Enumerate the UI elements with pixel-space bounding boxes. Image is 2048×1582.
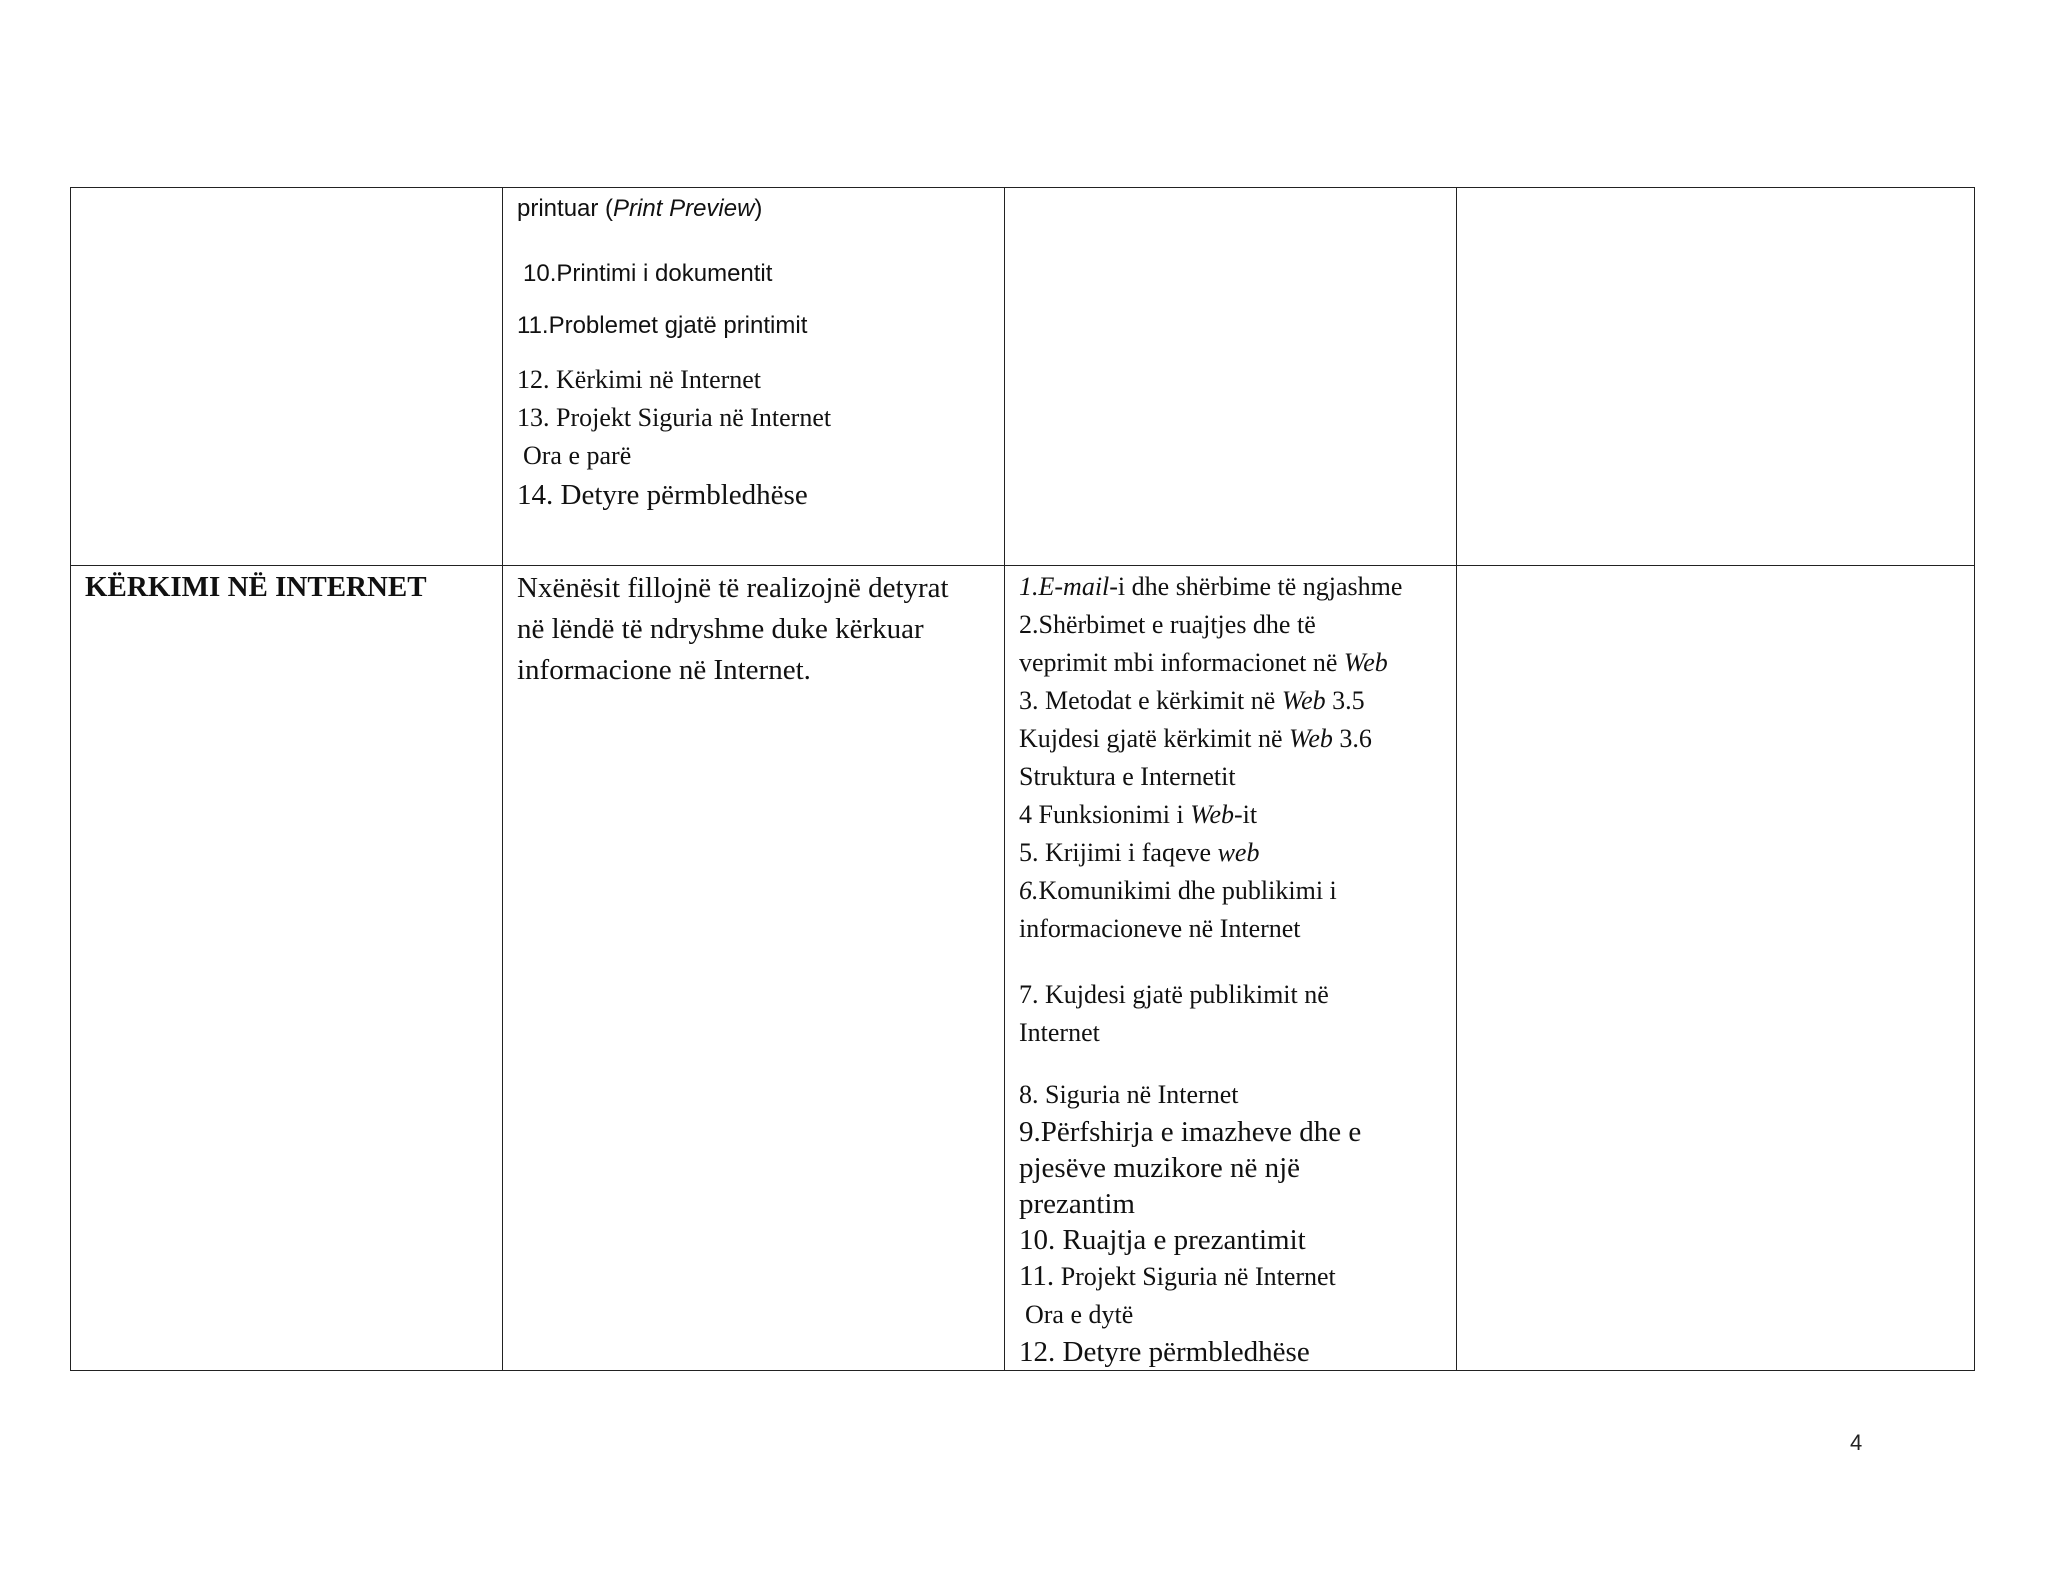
topic-line: Internet (1019, 1018, 1100, 1047)
topic-line: 2.Shërbimet e ruajtjes dhe të (1019, 610, 1316, 639)
topic-line: 9.Përfshirja e imazheve dhe e (1019, 1116, 1362, 1148)
topic-line: 8. Siguria në Internet (1019, 1080, 1239, 1109)
topic-line: Ora e dytë (1025, 1300, 1134, 1329)
table-cell-empty (71, 188, 503, 566)
topic-line: informacioneve në Internet (1019, 914, 1301, 943)
table-row (71, 566, 1975, 1371)
topic-line: Struktura e Internetit (1019, 762, 1236, 791)
table-cell-title (71, 566, 503, 1371)
topic-line: 5. Krijimi i faqeve web (1019, 838, 1260, 867)
topic-line: 10. Ruajtja e prezantimit (1019, 1224, 1306, 1256)
table-row (71, 188, 1975, 566)
lesson-line: 11.Problemet gjatë printimit (517, 312, 808, 339)
section-title: KËRKIMI NË INTERNET (85, 571, 427, 603)
table-cell-empty (1005, 188, 1457, 566)
topic-line: 6.Komunikimi dhe publikimi i (1019, 876, 1337, 905)
curriculum-table (70, 187, 1975, 1371)
topic-line: veprimit mbi informacionet në Web (1019, 648, 1388, 677)
lesson-line: 12. Kërkimi në Internet (517, 365, 762, 394)
description-line: informacione në Internet. (517, 654, 811, 686)
lesson-line: Ora e parë (523, 441, 632, 470)
topic-line: 3. Metodat e kërkimit në Web 3.5 (1019, 686, 1365, 715)
topic-line: 1.E-mail-i dhe shërbime të ngjashme (1019, 572, 1403, 601)
topic-line: 7. Kujdesi gjatë publikimit në (1019, 980, 1329, 1009)
table-cell-description (503, 566, 1005, 1371)
topic-line: 4 Funksionimi i Web-it (1019, 800, 1258, 829)
topic-line: Kujdesi gjatë kërkimit në Web 3.6 (1019, 724, 1372, 753)
table-cell-topics (1005, 566, 1457, 1371)
topic-line: prezantim (1019, 1188, 1135, 1220)
description-line: në lëndë të ndryshme duke kërkuar (517, 613, 924, 645)
topic-line: 12. Detyre përmbledhëse (1019, 1336, 1310, 1368)
table-cell-empty (1457, 188, 1975, 566)
table-cell-empty (1457, 566, 1975, 1371)
topic-line: 11. Projekt Siguria në Internet (1019, 1260, 1336, 1292)
table-cell-lessons (503, 188, 1005, 566)
lesson-line: 10.Printimi i dokumentit (523, 260, 773, 287)
description-line: Nxënësit fillojnë të realizojnë detyrat (517, 572, 949, 604)
page-number: 4 (1850, 1430, 1863, 1455)
lesson-line: 14. Detyre përmbledhëse (517, 479, 808, 511)
lesson-line: 13. Projekt Siguria në Internet (517, 403, 832, 432)
lesson-line: printuar (Print Preview) (517, 195, 763, 222)
topic-line: pjesëve muzikore në një (1019, 1152, 1301, 1184)
